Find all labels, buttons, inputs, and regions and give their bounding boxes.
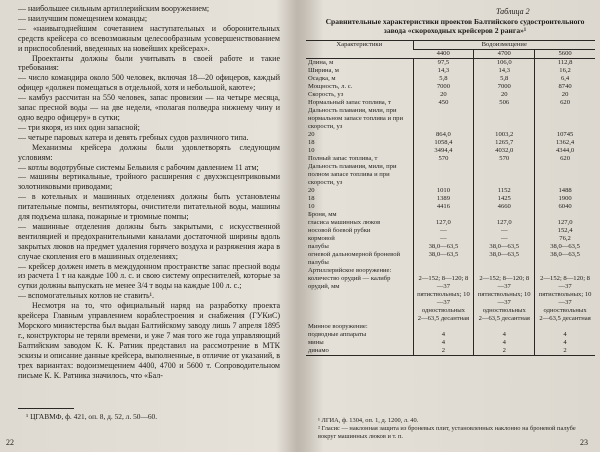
row-value: 1362,4	[535, 139, 595, 147]
table-row	[306, 243, 595, 251]
row-value: 620	[535, 99, 595, 107]
row-label: 10	[308, 203, 315, 210]
paragraph: — машины вертикальные, тройного расширения с двухэксцентриковыми золотниковыми приводами;	[18, 172, 280, 192]
row-value: 2—63,5 десантная	[474, 315, 535, 323]
row-value: 20	[535, 91, 595, 99]
row-value: 2—152; 8—120; 8—37 пятиствольных; 10—37 одноствольных	[474, 275, 535, 315]
paragraph: — наибольшее сильным артиллерийским вооружением;	[18, 4, 210, 13]
row-label: Минное вооружение:	[308, 323, 368, 330]
row-label: гласиса машинных люков	[308, 219, 381, 226]
row-label: Нормальный запас топлива, т	[308, 99, 391, 106]
row-value	[474, 267, 535, 275]
row-label: динамо	[306, 347, 413, 356]
row-label: Полный запас топлива, т	[308, 155, 378, 162]
right-page	[300, 0, 600, 452]
row-value: 38,0—63,5	[535, 251, 595, 267]
row-value: —	[474, 235, 535, 243]
table-row	[306, 251, 595, 267]
table-row	[306, 235, 595, 243]
row-label: 20	[308, 131, 315, 138]
row-value	[535, 267, 595, 275]
table-row	[306, 131, 595, 139]
row-value: 1152	[474, 187, 535, 195]
row-value: 1488	[535, 187, 595, 195]
table-row	[306, 323, 595, 331]
row-value: 127,0	[535, 219, 595, 227]
row-value: 506	[474, 99, 535, 107]
row-value: 2—63,5 десантная	[535, 315, 595, 323]
row-value: 20	[474, 91, 535, 99]
row-value: 127,0	[474, 219, 535, 227]
row-value: —	[413, 235, 474, 243]
table-row	[306, 195, 595, 203]
row-value: 7000	[413, 83, 474, 91]
row-label: подводные аппараты	[308, 331, 367, 338]
row-value: 76,2	[535, 235, 595, 243]
row-value: 8740	[535, 83, 595, 91]
row-value: 570	[474, 155, 535, 163]
row-value: 1010	[413, 187, 474, 195]
paragraph: Проектанты должны были учитывать в своей работе и такие требования:	[18, 53, 280, 73]
row-label: 20	[308, 187, 315, 194]
row-value: 4032,0	[474, 147, 535, 155]
table-row	[306, 347, 595, 356]
table-row	[306, 339, 595, 347]
paragraph: — в котельных и машинных отделениях должны быть установлены питательные помпы, вентиляторы, очистители питательной воды, машины для подъема шлака, пожарные и трюмные помпы;	[18, 192, 280, 222]
row-value	[413, 267, 474, 275]
row-value	[474, 211, 535, 219]
row-label: 18	[308, 139, 315, 146]
row-value: 5,8	[413, 75, 474, 83]
row-label: огневой дальномерной броневой палубы	[308, 251, 401, 266]
table-number: Таблица 2	[496, 7, 530, 16]
table-row	[306, 267, 595, 275]
table-row	[306, 83, 595, 91]
row-value	[474, 323, 535, 331]
row-value: 127,0	[413, 219, 474, 227]
row-label: Броня, мм	[308, 211, 337, 218]
table-title: Сравнительные характеристики проектов Балтийского судостроительного завода «скороходных крейсеров 2 ранга»¹	[325, 17, 585, 35]
row-value: 112,8	[535, 59, 595, 68]
row-value: 14,3	[413, 67, 474, 75]
row-value: 5,8	[474, 75, 535, 83]
row-value: 2—152; 8—120; 8—37 пятиствольных; 10—37 одноствольных	[413, 275, 474, 315]
row-label	[306, 315, 413, 323]
right-footnote: ¹ ЛГИА, ф. 1304, оп. 1, д. 1200, л. 40.	[318, 417, 419, 424]
paragraph: — наилучшим помещением команды;	[18, 13, 148, 23]
paragraph: — число командира около 500 человек, включая 18—20 офицеров, каждый офицер «должен помещаться в отдельной, хотя и небольшой, каюте»;	[18, 73, 280, 93]
row-value: 106,0	[474, 59, 535, 68]
row-value: 10745	[535, 131, 595, 139]
table-header-4400: 4400	[413, 50, 474, 59]
row-value: 20	[413, 91, 474, 99]
table-header-characteristic: Характеристики	[306, 41, 413, 59]
row-label: Ширина, м	[308, 67, 339, 74]
right-footnotes	[318, 417, 588, 440]
table-row	[306, 227, 595, 235]
row-value: 4416	[413, 203, 474, 211]
table-row	[306, 211, 595, 219]
row-value: 2—63,5 десантная	[413, 315, 474, 323]
row-value: 2	[474, 347, 535, 356]
paragraph: — четыре паровых катера и девять гребных судов различного типа.	[18, 132, 249, 142]
row-value	[535, 107, 595, 131]
row-value: 1265,7	[474, 139, 535, 147]
table-row	[306, 59, 595, 68]
row-value: 4	[413, 339, 474, 347]
paragraph: — три якоря, из них один запасной;	[18, 122, 140, 132]
row-label: Артиллерийское вооружение:	[308, 267, 392, 274]
row-value: —	[474, 227, 535, 235]
row-value: 620	[535, 155, 595, 163]
table-header-group: Водоизмещение	[413, 41, 595, 50]
row-value: 864,0	[413, 131, 474, 139]
paragraph: — камбуз рассчитан на 550 человек, запас провизии — на четыре месяца, запас пресной воды — на две недели, «полагая полведра нижнему чину и одно ведро офицеру» в сутки;	[18, 93, 280, 122]
row-value: 4	[535, 339, 595, 347]
table-row	[306, 331, 595, 339]
row-label: Мощность, л. с.	[308, 83, 353, 90]
right-page-number: 23	[580, 438, 588, 447]
row-value: 2	[413, 347, 474, 356]
row-value: 152,4	[535, 227, 595, 235]
paragraph: — машинные отделения должны быть закрытыми, с искусственной вентиляцией и предохранительными каналами достаточной ширины вдоль закрытых люков на предмет удаления горячего воздуха и разряжения жара в случае скопления его в машинных отделениях;	[18, 221, 280, 261]
row-value: 1900	[535, 195, 595, 203]
row-value: 4	[474, 331, 535, 339]
row-label: носовой боевой рубки	[308, 227, 371, 234]
paragraph: — крейсер должен иметь в междудонном пространстве запас пресной воды из расчета 1 т на каждые 100 л. с. и свою систему опреснителей, которые за сутки должны выпускать не менее 3/4 т воды на каждые 100 л. с.;	[18, 261, 280, 291]
table-header-5600: 5600	[535, 50, 595, 59]
table-row	[306, 91, 595, 99]
table-row	[306, 203, 595, 211]
row-value: 14,3	[474, 67, 535, 75]
row-value	[474, 107, 535, 131]
row-label: количество орудий — калибр орудий, мм	[308, 275, 391, 290]
row-value: 4	[474, 339, 535, 347]
row-label: Длина, м	[308, 59, 334, 66]
table-row	[306, 107, 595, 131]
table-row	[306, 67, 595, 75]
row-value: 4	[535, 331, 595, 339]
footnote-rule	[18, 408, 74, 409]
table-header-4700: 4700	[474, 50, 535, 59]
characteristics-table	[306, 40, 595, 356]
row-value	[413, 163, 474, 187]
row-value: —	[413, 227, 474, 235]
row-value: 4	[413, 331, 474, 339]
paragraph: — вспомогательных котлов не ставить¹.	[18, 291, 155, 301]
row-label: Скорость, уз	[308, 91, 344, 98]
row-value: 38,0—63,5	[535, 243, 595, 251]
left-page-number: 22	[6, 438, 14, 447]
table-row	[306, 187, 595, 195]
table-row	[306, 163, 595, 187]
row-label: мины	[308, 339, 324, 346]
table-row	[306, 147, 595, 155]
row-label: Осадка, м	[308, 75, 336, 82]
paragraph: — «наивыгоднейшим сочетанием наступательных и оборонительных средств крейсера со всевозможным целесообразным усовершенствованием и приспособлений, введенных на новейших крейсерах».	[18, 23, 280, 53]
row-value: 2	[535, 347, 595, 356]
row-label: 10	[308, 147, 315, 154]
row-label: 18	[308, 195, 315, 202]
row-value: 16,2	[535, 67, 595, 75]
row-value: 1425	[474, 195, 535, 203]
table-row	[306, 139, 595, 147]
table-row	[306, 155, 595, 163]
left-footnote: ¹ ЦГАВМФ, ф. 421, оп. 8, д. 52, л. 50—60.	[26, 412, 158, 421]
row-label: палубы	[308, 243, 329, 250]
row-value: 450	[413, 99, 474, 107]
row-value	[474, 163, 535, 187]
table-row	[306, 275, 595, 315]
table-row	[306, 75, 595, 83]
paragraph: — котлы водотрубные системы Бельвиля с рабочим давлением 11 атм;	[18, 162, 259, 172]
row-value: 2—152; 8—120; 8—37 пятиствольных; 10—37 одноствольных	[535, 275, 595, 315]
row-label: Дальность плавания, мили, при нормальном запасе топлива и при скорости, уз	[308, 107, 404, 130]
row-value: 97,5	[413, 59, 474, 68]
table-row	[306, 315, 595, 323]
row-value	[413, 211, 474, 219]
paragraph: Механизмы крейсера должны были удовлетворять следующим условиям:	[18, 142, 280, 162]
row-value: 3494,4	[413, 147, 474, 155]
paragraph: Несмотря на то, что официальный наряд на разработку проекта крейсера Главным управлением кораблестроения и снабжения (ГУКиС) Морского министерства был выдан Балтийскому заводу лишь 7 апреля 1895 г., конструкторы не теряли времени, и уже 7 мая того же года управляющий Балтийским заводом К. К. Ратник представил на рассмотрение в МТК эскизы и описание данные крейсера, выполненные, в отличие от указаний, в трех вариантах: водоизмещением 4400, 4700 и 5600 т. Сопроводительном письме К. К. Ратника значилось, что «Бал-	[18, 301, 280, 380]
row-value	[535, 163, 595, 187]
row-value: 6,4	[535, 75, 595, 83]
row-value	[413, 323, 474, 331]
row-value: 6040	[535, 203, 595, 211]
row-value: 38,0—63,5	[413, 243, 474, 251]
row-value: 4344,0	[535, 147, 595, 155]
table-row	[306, 99, 595, 107]
row-value	[413, 107, 474, 131]
row-value	[535, 323, 595, 331]
row-value: 570	[413, 155, 474, 163]
row-label: Дальность плавания, мили, при полном запасе топлива и при скорости, уз	[308, 163, 397, 186]
row-value: 7000	[474, 83, 535, 91]
row-value: 38,0—63,5	[474, 251, 535, 267]
row-label: кормовой	[308, 235, 335, 242]
row-value: 1058,4	[413, 139, 474, 147]
row-value: 1003,2	[474, 131, 535, 139]
table-body	[306, 59, 595, 356]
row-value: 38,0—63,5	[413, 251, 474, 267]
row-value	[535, 211, 595, 219]
row-value: 1389	[413, 195, 474, 203]
row-value: 4660	[474, 203, 535, 211]
right-footnote: ² Гласис — наклонная защита из броневых плит, установленных наклонно на броневой палубе вокруг машинных люков и т. п.	[318, 424, 576, 440]
left-page-text	[18, 4, 280, 380]
table-row	[306, 219, 595, 227]
row-value: 38,0—63,5	[474, 243, 535, 251]
